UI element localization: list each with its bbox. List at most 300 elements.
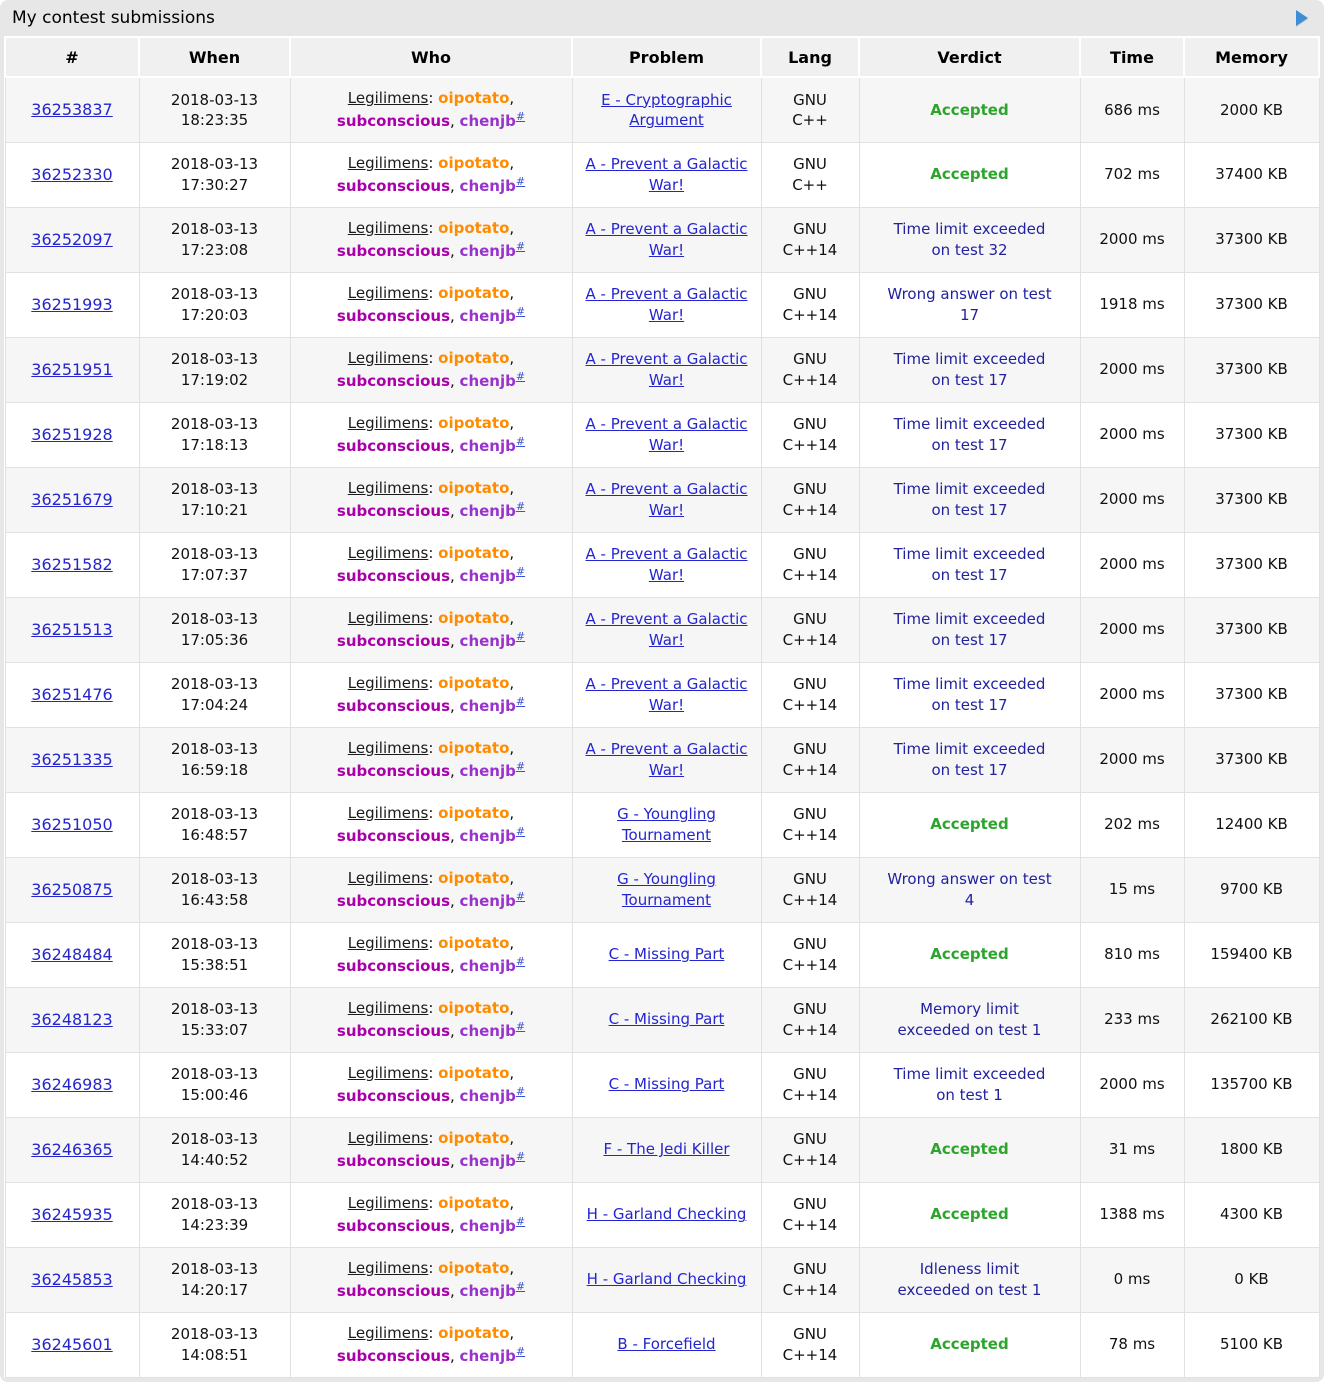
user-handle-link[interactable]: chenjb [459, 241, 516, 260]
cell-problem [572, 1182, 761, 1247]
submission-clock-time: 14:20:17 [180, 1280, 249, 1299]
cell-verdict [859, 532, 1080, 597]
cell-lang [761, 142, 859, 207]
submission-id-link[interactable]: 36248484 [31, 944, 113, 964]
cell-submission-id [5, 727, 139, 792]
lang-line: GNU [793, 740, 827, 759]
user-handle-link[interactable]: chenjb [459, 111, 516, 130]
cell-memory: 0 KB [1184, 1247, 1319, 1312]
table-row [5, 1247, 1319, 1312]
user-handle-link[interactable]: subconscious [336, 436, 450, 455]
virtual-participant-marker-link[interactable]: # [515, 304, 526, 318]
cell-lang [761, 532, 859, 597]
user-handle-link[interactable]: subconscious [336, 306, 450, 325]
user-handle-link[interactable]: chenjb [459, 696, 516, 715]
cell-time: 2000 ms [1080, 1052, 1184, 1117]
virtual-participant-marker-link[interactable]: # [515, 1149, 526, 1163]
user-handle-link[interactable]: oipotato [438, 674, 510, 692]
problem-link[interactable]: A - Prevent a Galactic War! [585, 675, 748, 714]
user-handle-link[interactable]: oipotato [438, 544, 510, 562]
user-handle-link[interactable]: chenjb [459, 1281, 516, 1300]
submission-clock-time: 15:33:07 [180, 1020, 249, 1039]
verdict-accepted: Accepted [930, 945, 1009, 964]
cell-submission-id [5, 792, 139, 857]
cell-lang [761, 727, 859, 792]
virtual-participant-marker-link[interactable]: # [515, 694, 526, 708]
virtual-participant-marker-link[interactable]: # [515, 889, 526, 903]
submission-clock-time: 17:04:24 [180, 695, 249, 714]
cell-memory: 37300 KB [1184, 272, 1319, 337]
table-row [5, 207, 1319, 272]
submission-id-link[interactable]: 36251679 [31, 489, 113, 509]
column-header-5: Verdict [859, 37, 1080, 77]
cell-who: Legilimens: oipotato, subconscious, chenjb# [290, 1117, 572, 1182]
submission-date: 2018-03-13 [170, 610, 259, 629]
virtual-participant-marker-link[interactable]: # [515, 954, 526, 968]
team-name-link[interactable]: Legilimens [347, 674, 429, 692]
cell-submission-id [5, 77, 139, 142]
user-handle-link[interactable]: chenjb [459, 761, 516, 780]
cell-memory: 12400 KB [1184, 792, 1319, 857]
submission-clock-time: 17:19:02 [180, 370, 249, 389]
table-row [5, 77, 1319, 142]
problem-link[interactable]: F - The Jedi Killer [603, 1140, 730, 1159]
team-name-link[interactable]: Legilimens [347, 999, 429, 1017]
cell-verdict [859, 987, 1080, 1052]
table-row [5, 727, 1319, 792]
lang-line: GNU [793, 1130, 827, 1149]
cell-verdict [859, 1182, 1080, 1247]
user-handle-link[interactable]: oipotato [438, 804, 510, 822]
submission-clock-time: 16:48:57 [180, 825, 249, 844]
submissions-table-body [5, 77, 1319, 1377]
user-handle-link[interactable]: subconscious [336, 1086, 450, 1105]
table-row [5, 922, 1319, 987]
cell-lang [761, 922, 859, 987]
submission-id-link[interactable]: 36251993 [31, 294, 113, 314]
cell-lang [761, 792, 859, 857]
user-handle-link[interactable]: subconscious [336, 956, 450, 975]
cell-memory: 37300 KB [1184, 597, 1319, 662]
submission-id-link[interactable]: 36250875 [31, 879, 113, 899]
cell-memory: 5100 KB [1184, 1312, 1319, 1377]
submission-clock-time: 18:23:35 [180, 110, 249, 129]
cell-lang [761, 857, 859, 922]
cell-who: Legilimens: oipotato, subconscious, chenjb# [290, 727, 572, 792]
submission-id-link[interactable]: 36251050 [31, 814, 113, 834]
cell-who: Legilimens: oipotato, subconscious, chenjb# [290, 1182, 572, 1247]
verdict-accepted: Accepted [930, 165, 1009, 184]
submission-clock-time: 14:23:39 [180, 1215, 249, 1234]
user-handle-link[interactable]: chenjb [459, 1086, 516, 1105]
cell-problem [572, 1312, 761, 1377]
virtual-participant-marker-link[interactable]: # [515, 174, 526, 188]
user-handle-link[interactable]: chenjb [459, 306, 516, 325]
problem-link[interactable]: G - Youngling Tournament [617, 870, 716, 909]
lang-line: GNU [793, 610, 827, 629]
user-handle-link[interactable]: subconscious [336, 501, 450, 520]
submission-clock-time: 17:07:37 [180, 565, 249, 584]
cell-problem [572, 337, 761, 402]
expand-arrow-icon[interactable] [1296, 10, 1308, 26]
team-name-link[interactable]: Legilimens [347, 609, 429, 627]
lang-line: C++14 [782, 890, 838, 909]
user-handle-link[interactable]: subconscious [336, 111, 450, 130]
cell-submission-id [5, 1312, 139, 1377]
user-handle-link[interactable]: oipotato [438, 414, 510, 432]
verdict-rejected: Time limit exceeded on test 32 [893, 220, 1046, 259]
cell-verdict [859, 727, 1080, 792]
lang-line: GNU [793, 675, 827, 694]
submission-id-link[interactable]: 36252097 [31, 229, 113, 249]
cell-when [139, 272, 290, 337]
team-name-link[interactable]: Legilimens [347, 1064, 429, 1082]
cell-memory: 37300 KB [1184, 532, 1319, 597]
lang-line: GNU [793, 1000, 827, 1019]
team-name-link[interactable]: Legilimens [347, 1194, 429, 1212]
table-row [5, 1182, 1319, 1247]
cell-time: 31 ms [1080, 1117, 1184, 1182]
virtual-participant-marker-link[interactable]: # [515, 1214, 526, 1228]
lang-line: C++14 [782, 240, 838, 259]
virtual-participant-marker-link[interactable]: # [515, 759, 526, 773]
submission-date: 2018-03-13 [170, 220, 259, 239]
handle-marker-sup [516, 1018, 525, 1033]
cell-who: Legilimens: oipotato, subconscious, chenjb# [290, 467, 572, 532]
handle-marker-sup [516, 108, 525, 123]
submission-clock-time: 15:38:51 [180, 955, 249, 974]
user-handle-link[interactable]: subconscious [336, 241, 450, 260]
cell-memory: 37300 KB [1184, 207, 1319, 272]
cell-who: Legilimens: oipotato, subconscious, chenjb# [290, 662, 572, 727]
cell-submission-id [5, 857, 139, 922]
lang-line: GNU [793, 1065, 827, 1084]
cell-time: 2000 ms [1080, 207, 1184, 272]
cell-problem [572, 987, 761, 1052]
table-row [5, 1052, 1319, 1117]
user-handle-link[interactable]: chenjb [459, 1021, 516, 1040]
submission-date: 2018-03-13 [170, 1130, 259, 1149]
submission-id-link[interactable]: 36251951 [31, 359, 113, 379]
user-handle-link[interactable]: oipotato [438, 1129, 510, 1147]
verdict-rejected: Time limit exceeded on test 17 [893, 415, 1046, 454]
submission-clock-time: 14:08:51 [180, 1345, 249, 1364]
user-handle-link[interactable]: chenjb [459, 826, 516, 845]
team-name-link[interactable]: Legilimens [347, 349, 429, 367]
problem-link[interactable]: C - Missing Part [608, 1075, 725, 1094]
lang-line: GNU [793, 415, 827, 434]
cell-lang [761, 467, 859, 532]
user-handle-link[interactable]: subconscious [336, 1346, 450, 1365]
user-handle-link[interactable]: oipotato [438, 89, 510, 108]
cell-problem [572, 1052, 761, 1117]
user-handle-link[interactable]: subconscious [336, 371, 450, 390]
user-handle-link[interactable]: chenjb [459, 891, 516, 910]
problem-link[interactable]: A - Prevent a Galactic War! [585, 480, 748, 519]
cell-problem [572, 402, 761, 467]
cell-problem [572, 272, 761, 337]
team-name-link[interactable]: Legilimens [347, 219, 429, 237]
user-handle-link[interactable]: oipotato [438, 1194, 510, 1212]
cell-time: 2000 ms [1080, 727, 1184, 792]
problem-link[interactable]: G - Youngling Tournament [617, 805, 716, 844]
cell-lang [761, 77, 859, 142]
cell-memory: 262100 KB [1184, 987, 1319, 1052]
lang-line: C++14 [782, 1085, 838, 1104]
verdict-rejected: Time limit exceeded on test 17 [893, 350, 1046, 389]
cell-lang [761, 1247, 859, 1312]
problem-link[interactable]: C - Missing Part [608, 1010, 725, 1029]
user-handle-link[interactable]: oipotato [438, 739, 510, 757]
problem-link[interactable]: C - Missing Part [608, 945, 725, 964]
problem-link[interactable]: A - Prevent a Galactic War! [585, 740, 748, 779]
virtual-participant-marker-link[interactable]: # [515, 499, 526, 513]
virtual-participant-marker-link[interactable]: # [515, 564, 526, 578]
submission-date: 2018-03-13 [170, 805, 259, 824]
team-name-link[interactable]: Legilimens [347, 544, 429, 562]
datatable-caption [4, 0, 1320, 36]
cell-time: 0 ms [1080, 1247, 1184, 1312]
user-handle-link[interactable]: chenjb [459, 566, 516, 585]
handle-marker-sup [516, 1213, 525, 1228]
problem-link[interactable]: H - Garland Checking [586, 1270, 747, 1289]
team-name-link[interactable]: Legilimens [347, 739, 429, 757]
cell-problem [572, 1247, 761, 1312]
team-name-link[interactable]: Legilimens [347, 804, 429, 822]
virtual-participant-marker-link[interactable]: # [515, 239, 526, 253]
lang-line: GNU [793, 285, 827, 304]
lang-line: GNU [793, 350, 827, 369]
cell-when [139, 467, 290, 532]
virtual-participant-marker-link[interactable]: # [515, 109, 526, 123]
user-handle-link[interactable]: oipotato [438, 999, 510, 1017]
problem-link[interactable]: A - Prevent a Galactic War! [585, 155, 748, 194]
team-name-link[interactable]: Legilimens [347, 934, 429, 952]
submission-clock-time: 14:40:52 [180, 1150, 249, 1169]
submission-id-link[interactable]: 36251582 [31, 554, 113, 574]
problem-link[interactable]: A - Prevent a Galactic War! [585, 285, 748, 324]
cell-verdict [859, 272, 1080, 337]
submission-id-link[interactable]: 36245853 [31, 1269, 113, 1289]
verdict-rejected: Time limit exceeded on test 17 [893, 480, 1046, 519]
team-name-link[interactable]: Legilimens [347, 869, 429, 887]
user-handle-link[interactable]: chenjb [459, 501, 516, 520]
cell-time: 2000 ms [1080, 402, 1184, 467]
cell-who: Legilimens: oipotato, subconscious, chenjb# [290, 1052, 572, 1117]
user-handle-link[interactable]: oipotato [438, 479, 510, 497]
handle-marker-sup [516, 888, 525, 903]
cell-time: 686 ms [1080, 77, 1184, 142]
cell-when [139, 207, 290, 272]
user-handle-link[interactable]: subconscious [336, 761, 450, 780]
handle-marker-sup [516, 498, 525, 513]
lang-line: C++14 [782, 370, 838, 389]
submission-id-link[interactable]: 36246983 [31, 1074, 113, 1094]
problem-link[interactable]: A - Prevent a Galactic War! [585, 350, 748, 389]
submission-id-link[interactable]: 36252330 [31, 164, 113, 184]
handle-marker-sup [516, 173, 525, 188]
virtual-participant-marker-link[interactable]: # [515, 1344, 526, 1358]
user-handle-link[interactable]: oipotato [438, 609, 510, 627]
cell-when [139, 662, 290, 727]
virtual-participant-marker-link[interactable]: # [515, 629, 526, 643]
lang-line: C++14 [782, 825, 838, 844]
user-handle-link[interactable]: oipotato [438, 934, 510, 952]
team-name-link[interactable]: Legilimens [347, 414, 429, 432]
cell-verdict [859, 207, 1080, 272]
cell-time: 2000 ms [1080, 467, 1184, 532]
user-handle-link[interactable]: oipotato [438, 349, 510, 367]
virtual-participant-marker-link[interactable]: # [515, 1279, 526, 1293]
cell-when [139, 1117, 290, 1182]
user-handle-link[interactable]: oipotato [438, 219, 510, 237]
cell-who: Legilimens: oipotato, subconscious, chenjb# [290, 597, 572, 662]
cell-submission-id [5, 987, 139, 1052]
user-handle-link[interactable]: subconscious [336, 1281, 450, 1300]
submission-id-link[interactable]: 36251513 [31, 619, 113, 639]
submission-id-link[interactable]: 36246365 [31, 1139, 113, 1159]
user-handle-link[interactable]: oipotato [438, 1259, 510, 1277]
handle-marker-sup [516, 563, 525, 578]
cell-who: Legilimens: oipotato, subconscious, chenjb# [290, 337, 572, 402]
handle-marker-sup [516, 238, 525, 253]
user-handle-link[interactable]: oipotato [438, 1064, 510, 1082]
cell-lang [761, 272, 859, 337]
team-name-link[interactable]: Legilimens [347, 284, 429, 302]
virtual-participant-marker-link[interactable]: # [515, 369, 526, 383]
cell-problem [572, 532, 761, 597]
cell-submission-id [5, 1247, 139, 1312]
cell-verdict [859, 792, 1080, 857]
submission-date: 2018-03-13 [170, 935, 259, 954]
cell-problem [572, 597, 761, 662]
submission-id-link[interactable]: 36253837 [31, 99, 113, 119]
submission-id-link[interactable]: 36251476 [31, 684, 113, 704]
team-name-link[interactable]: Legilimens [347, 1129, 429, 1147]
user-handle-link[interactable]: subconscious [336, 826, 450, 845]
cell-submission-id [5, 597, 139, 662]
cell-who: Legilimens: oipotato, subconscious, chenjb# [290, 792, 572, 857]
cell-when [139, 597, 290, 662]
cell-submission-id [5, 532, 139, 597]
cell-lang [761, 402, 859, 467]
submission-id-link[interactable]: 36245601 [31, 1334, 113, 1354]
lang-line: C++14 [782, 565, 838, 584]
handle-marker-sup [516, 303, 525, 318]
submission-id-link[interactable]: 36245935 [31, 1204, 113, 1224]
user-handle-link[interactable]: chenjb [459, 436, 516, 455]
cell-memory: 37300 KB [1184, 467, 1319, 532]
cell-verdict [859, 337, 1080, 402]
problem-link[interactable]: H - Garland Checking [586, 1205, 747, 1224]
lang-line: C++ [792, 175, 828, 194]
table-row [5, 337, 1319, 402]
virtual-participant-marker-link[interactable]: # [515, 434, 526, 448]
user-handle-link[interactable]: chenjb [459, 631, 516, 650]
problem-link[interactable]: A - Prevent a Galactic War! [585, 545, 748, 584]
team-name-link[interactable]: Legilimens [347, 1259, 429, 1277]
problem-link[interactable]: E - Cryptographic Argument [601, 90, 732, 129]
cell-submission-id [5, 272, 139, 337]
cell-when [139, 792, 290, 857]
lang-line: C++14 [782, 955, 838, 974]
user-handle-link[interactable]: subconscious [336, 1021, 450, 1040]
handle-marker-sup [516, 1278, 525, 1293]
problem-link[interactable]: A - Prevent a Galactic War! [585, 415, 748, 454]
lang-line: GNU [793, 1325, 827, 1344]
cell-time: 233 ms [1080, 987, 1184, 1052]
lang-line: GNU [793, 480, 827, 499]
cell-when [139, 1312, 290, 1377]
user-handle-link[interactable]: subconscious [336, 696, 450, 715]
cell-time: 2000 ms [1080, 337, 1184, 402]
column-header-4: Lang [761, 37, 859, 77]
team-name-link[interactable]: Legilimens [347, 89, 429, 108]
user-handle-link[interactable]: chenjb [459, 956, 516, 975]
cell-lang [761, 1312, 859, 1377]
team-name-link[interactable]: Legilimens [347, 154, 429, 172]
cell-memory: 37300 KB [1184, 402, 1319, 467]
cell-time: 810 ms [1080, 922, 1184, 987]
cell-when [139, 402, 290, 467]
submission-id-link[interactable]: 36248123 [31, 1009, 113, 1029]
submission-id-link[interactable]: 36251335 [31, 749, 113, 769]
virtual-participant-marker-link[interactable]: # [515, 824, 526, 838]
virtual-participant-marker-link[interactable]: # [515, 1084, 526, 1098]
cell-memory: 37300 KB [1184, 337, 1319, 402]
submission-id-link[interactable]: 36251928 [31, 424, 113, 444]
cell-verdict [859, 77, 1080, 142]
user-handle-link[interactable]: subconscious [336, 176, 450, 195]
cell-problem [572, 467, 761, 532]
cell-problem [572, 857, 761, 922]
cell-when [139, 727, 290, 792]
lang-line: C++14 [782, 630, 838, 649]
user-handle-link[interactable]: subconscious [336, 1216, 450, 1235]
problem-link[interactable]: A - Prevent a Galactic War! [585, 610, 748, 649]
problem-link[interactable]: A - Prevent a Galactic War! [585, 220, 748, 259]
table-row [5, 1312, 1319, 1377]
handle-marker-sup [516, 628, 525, 643]
virtual-participant-marker-link[interactable]: # [515, 1019, 526, 1033]
team-name-link[interactable]: Legilimens [347, 479, 429, 497]
user-handle-link[interactable]: subconscious [336, 631, 450, 650]
cell-verdict [859, 597, 1080, 662]
submission-clock-time: 16:43:58 [180, 890, 249, 909]
cell-lang [761, 337, 859, 402]
user-handle-link[interactable]: chenjb [459, 1346, 516, 1365]
submission-clock-time: 16:59:18 [180, 760, 249, 779]
user-handle-link[interactable]: chenjb [459, 176, 516, 195]
user-handle-link[interactable]: subconscious [336, 566, 450, 585]
user-handle-link[interactable]: chenjb [459, 371, 516, 390]
user-handle-link[interactable]: subconscious [336, 1151, 450, 1170]
user-handle-link[interactable]: chenjb [459, 1216, 516, 1235]
lang-line: GNU [793, 1195, 827, 1214]
handle-marker-sup [516, 953, 525, 968]
team-name-link[interactable]: Legilimens [347, 1324, 429, 1342]
user-handle-link[interactable]: oipotato [438, 869, 510, 887]
user-handle-link[interactable]: oipotato [438, 154, 510, 172]
user-handle-link[interactable]: subconscious [336, 891, 450, 910]
problem-link[interactable]: B - Forcefield [617, 1335, 716, 1354]
user-handle-link[interactable]: oipotato [438, 284, 510, 302]
lang-line: GNU [793, 805, 827, 824]
table-row [5, 142, 1319, 207]
user-handle-link[interactable]: chenjb [459, 1151, 516, 1170]
user-handle-link[interactable]: oipotato [438, 1324, 510, 1342]
handle-marker-sup [516, 1083, 525, 1098]
